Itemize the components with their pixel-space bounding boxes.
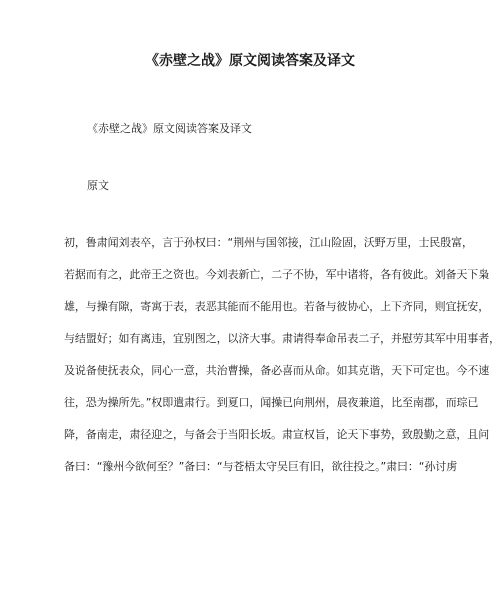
body-line: 若据而有之，此帝王之资也。今刘表新亡，二子不协，军中诸将，各有彼此。刘备天下枭 [64, 268, 490, 281]
document-subtitle: 《赤壁之战》原文阅读答案及译文 [87, 122, 252, 135]
document-title: 《赤壁之战》原文阅读答案及译文 [145, 53, 355, 69]
section-heading-original-text: 原文 [87, 179, 109, 192]
body-line: 备曰：“豫州今欲何至？”备曰：“与苍梧太守吴巨有旧，欲往投之。”肃曰：“孙讨虏 [64, 460, 458, 473]
body-line: 与结盟好；如有离违，宜别图之，以济大事。肃请得奉命吊表二子，并慰劳其军中用事者， [64, 332, 500, 345]
body-line: 往，恐为操所先。”权即遣肃行。到夏口，闻操已向荆州，晨夜兼道，比至南郡，而琮已 [64, 396, 479, 409]
body-line: 雄，与操有隙，寄寓于表，表恶其能而不能用也。若备与彼协心，上下齐同，则宜抚安， [64, 300, 490, 313]
body-line: 初，鲁肃闻刘表卒，言于孙权曰：“荆州与国邻接，江山险固，沃野万里，士民殷富， [64, 236, 473, 249]
body-line: 降，备南走，肃径迎之，与备会于当阳长坂。肃宣权旨，论天下事势，致殷勤之意，且问 [64, 428, 490, 441]
body-line: 及说备使抚表众，同心一意，共治曹操，备必喜而从命。如其克谐，天下可定也。今不速 [64, 364, 490, 377]
